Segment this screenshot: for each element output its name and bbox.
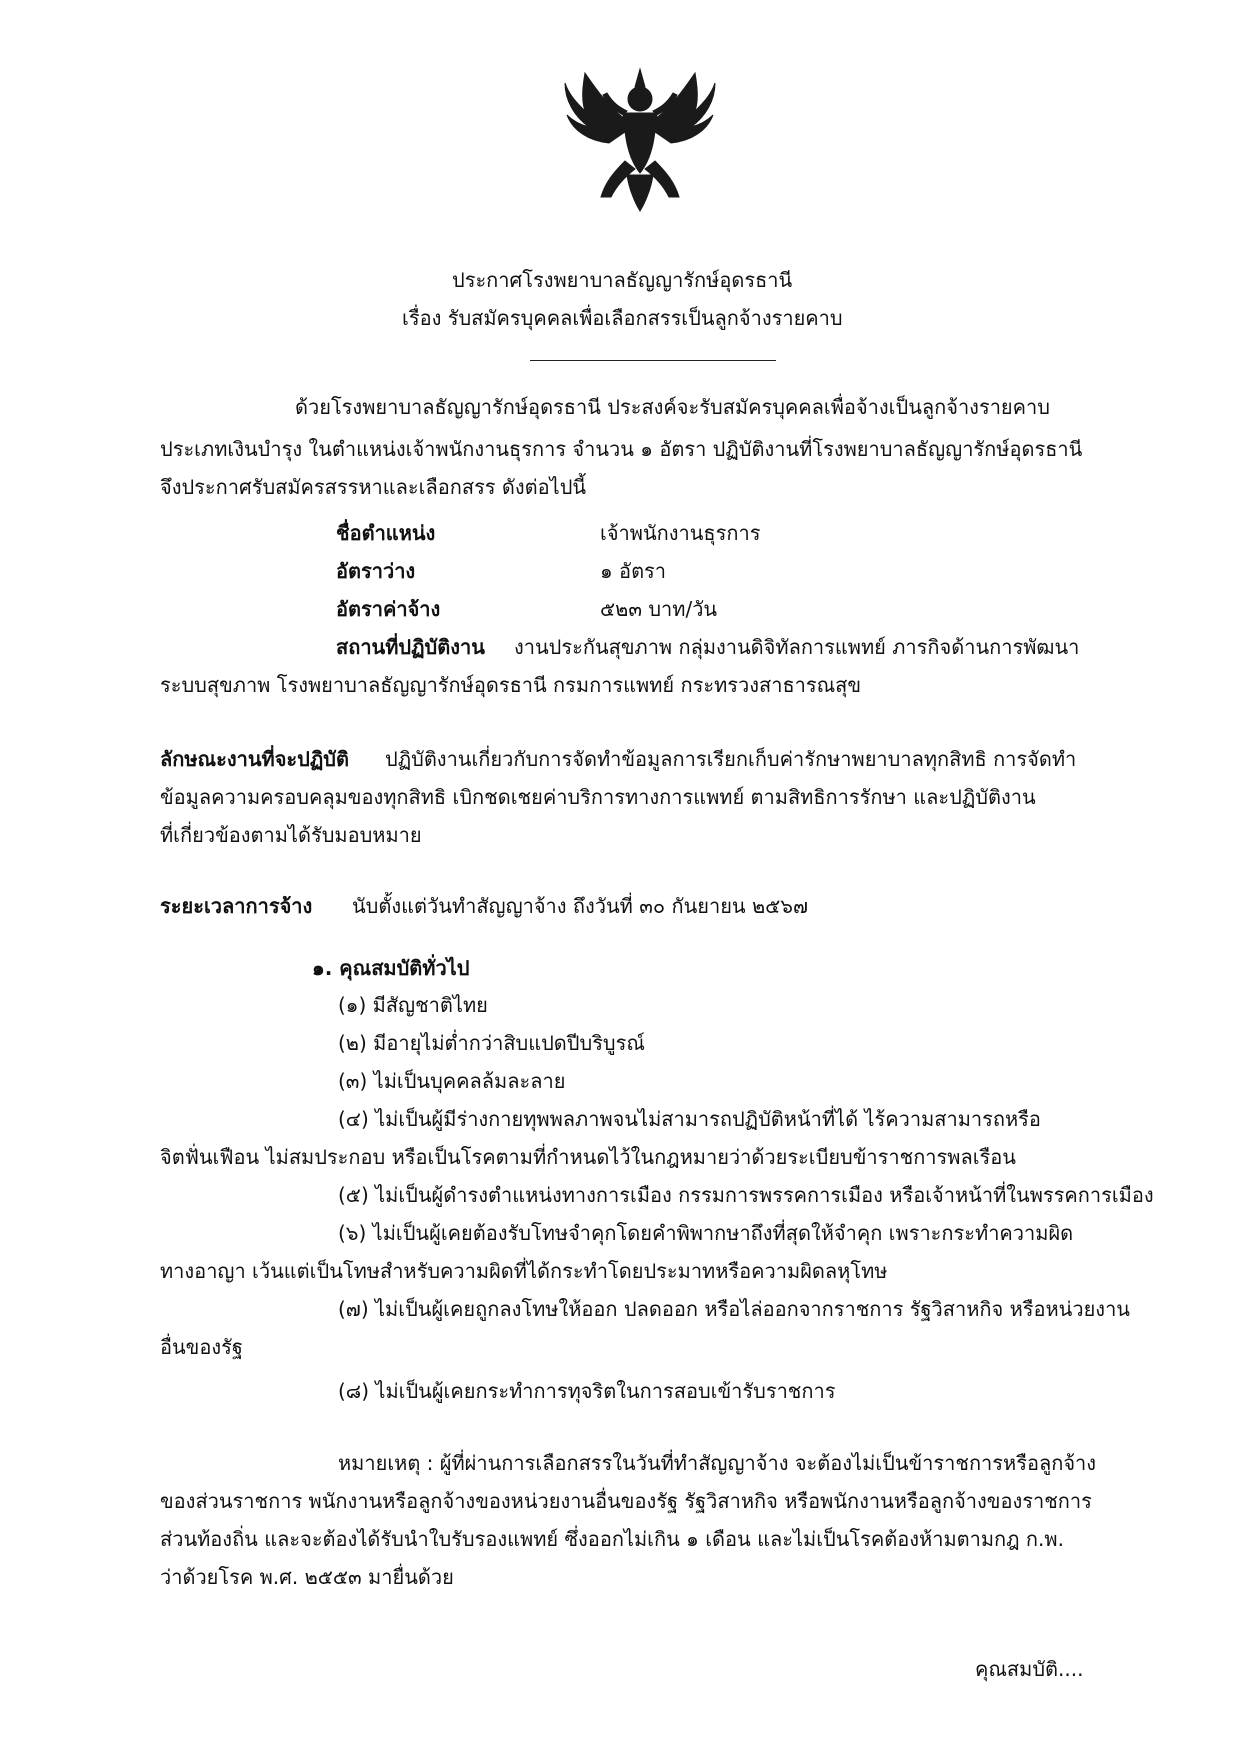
employment-period-value: นับตั้งแต่วันทำสัญญาจ้าง ถึงวันที่ ๓๐ กันยายน ๒๕๖๗ <box>352 894 808 918</box>
garuda-emblem <box>555 65 725 215</box>
intro-line-2: ประเภทเงินบำรุง ในตำแหน่งเจ้าพนักงานธุรการ จำนวน ๑ อัตรา ปฏิบัติงานที่โรงพยาบาลธัญญารักษ์อุดรธานี <box>160 437 1083 461</box>
continued-marker: คุณสมบัติ.... <box>975 1657 1084 1681</box>
wage-label: อัตราค่าจ้าง <box>336 597 441 621</box>
qualification-4a: (๔) ไม่เป็นผู้มีร่างกายทุพพลภาพจนไม่สามารถปฏิบัติหน้าที่ได้ ไร้ความสามารถหรือ <box>338 1107 1041 1131</box>
intro-line-1: ด้วยโรงพยาบาลธัญญารักษ์อุดรธานี ประสงค์จะรับสมัครบุคคลเพื่อจ้างเป็นลูกจ้างรายคาบ <box>295 395 1050 419</box>
title-divider <box>530 360 776 361</box>
job-nature-line-1: ปฏิบัติงานเกี่ยวกับการจัดทำข้อมูลการเรียกเก็บค่ารักษาพยาบาลทุกสิทธิ การจัดทำ <box>385 747 1077 771</box>
note-line-3: ส่วนท้องถิ่น และจะต้องได้รับนำใบรับรองแพทย์ ซึ่งออกไม่เกิน ๑ เดือน และไม่เป็นโรคต้องห้ามตามกฎ ก.พ. <box>160 1527 1064 1551</box>
qualification-3: (๓) ไม่เป็นบุคคลล้มละลาย <box>338 1069 566 1093</box>
workplace-label: สถานที่ปฏิบัติงาน <box>336 635 485 659</box>
job-nature-label: ลักษณะงานที่จะปฏิบัติ <box>160 747 349 771</box>
announcement-title: ประกาศโรงพยาบาลธัญญารักษ์อุดรธานี <box>452 268 793 292</box>
job-nature-line-2: ข้อมูลความครอบคลุมของทุกสิทธิ เบิกชดเชยค่าบริการทางการแพทย์ ตามสิทธิการรักษา และปฏิบัติงาน <box>160 785 1036 809</box>
intro-line-3: จึงประกาศรับสมัครสรรหาและเลือกสรร ดังต่อไปนี้ <box>160 475 587 499</box>
qualification-6b: ทางอาญา เว้นแต่เป็นโทษสำหรับความผิดที่ได้กระทำโดยประมาทหรือความผิดลหุโทษ <box>160 1259 888 1283</box>
job-nature-line-3: ที่เกี่ยวข้องตามได้รับมอบหมาย <box>160 823 422 847</box>
qualification-4b: จิตฟั่นเฟือน ไม่สมประกอบ หรือเป็นโรคตามที่กำหนดไว้ในกฎหมายว่าด้วยระเบียบข้าราชการพลเรือน <box>160 1145 1016 1169</box>
qualification-2: (๒) มีอายุไม่ต่ำกว่าสิบแปดปีบริบูรณ์ <box>338 1031 645 1055</box>
position-name-value: เจ้าพนักงานธุรการ <box>600 521 761 545</box>
announcement-subject: เรื่อง รับสมัครบุคคลเพื่อเลือกสรรเป็นลูกจ้างรายคาบ <box>402 306 843 330</box>
vacancy-value: ๑ อัตรา <box>600 559 667 583</box>
qualification-1: (๑) มีสัญชาติไทย <box>338 993 488 1017</box>
position-name-label: ชื่อตำแหน่ง <box>336 521 436 545</box>
vacancy-label: อัตราว่าง <box>336 559 416 583</box>
employment-period-label: ระยะเวลาการจ้าง <box>160 894 313 918</box>
note-line-2: ของส่วนราชการ พนักงานหรือลูกจ้างของหน่วยงานอื่นของรัฐ รัฐวิสาหกิจ หรือพนักงานหรือลูกจ้างของราชการ <box>160 1489 1092 1513</box>
workplace-value-2: ระบบสุขภาพ โรงพยาบาลธัญญารักษ์อุดรธานี กรมการแพทย์ กระทรวงสาธารณสุข <box>160 673 862 697</box>
qualification-8: (๘) ไม่เป็นผู้เคยกระทำการทุจริตในการสอบเข้ารับราชการ <box>338 1379 836 1403</box>
wage-value: ๕๒๓ บาท/วัน <box>600 597 718 621</box>
qualification-7b: อื่นของรัฐ <box>160 1335 243 1359</box>
qualification-7a: (๗) ไม่เป็นผู้เคยถูกลงโทษให้ออก ปลดออก หรือไล่ออกจากราชการ รัฐวิสาหกิจ หรือหน่วยงาน <box>338 1297 1130 1321</box>
note-line-1: หมายเหตุ : ผู้ที่ผ่านการเลือกสรรในวันที่ทำสัญญาจ้าง จะต้องไม่เป็นข้าราชการหรือลูกจ้าง <box>338 1451 1097 1475</box>
qualification-6a: (๖) ไม่เป็นผู้เคยต้องรับโทษจำคุกโดยคำพิพากษาถึงที่สุดให้จำคุก เพราะกระทำความผิด <box>338 1221 1074 1245</box>
qualifications-heading: ๑. คุณสมบัติทั่วไป <box>312 956 470 980</box>
qualification-5: (๕) ไม่เป็นผู้ดำรงตำแหน่งทางการเมือง กรรมการพรรคการเมือง หรือเจ้าหน้าที่ในพรรคการเมือง <box>338 1183 1154 1207</box>
note-line-4: ว่าด้วยโรค พ.ศ. ๒๕๕๓ มายื่นด้วย <box>160 1565 454 1589</box>
workplace-value-1: งานประกันสุขภาพ กลุ่มงานดิจิทัลการแพทย์ ภารกิจด้านการพัฒนา <box>514 635 1080 659</box>
